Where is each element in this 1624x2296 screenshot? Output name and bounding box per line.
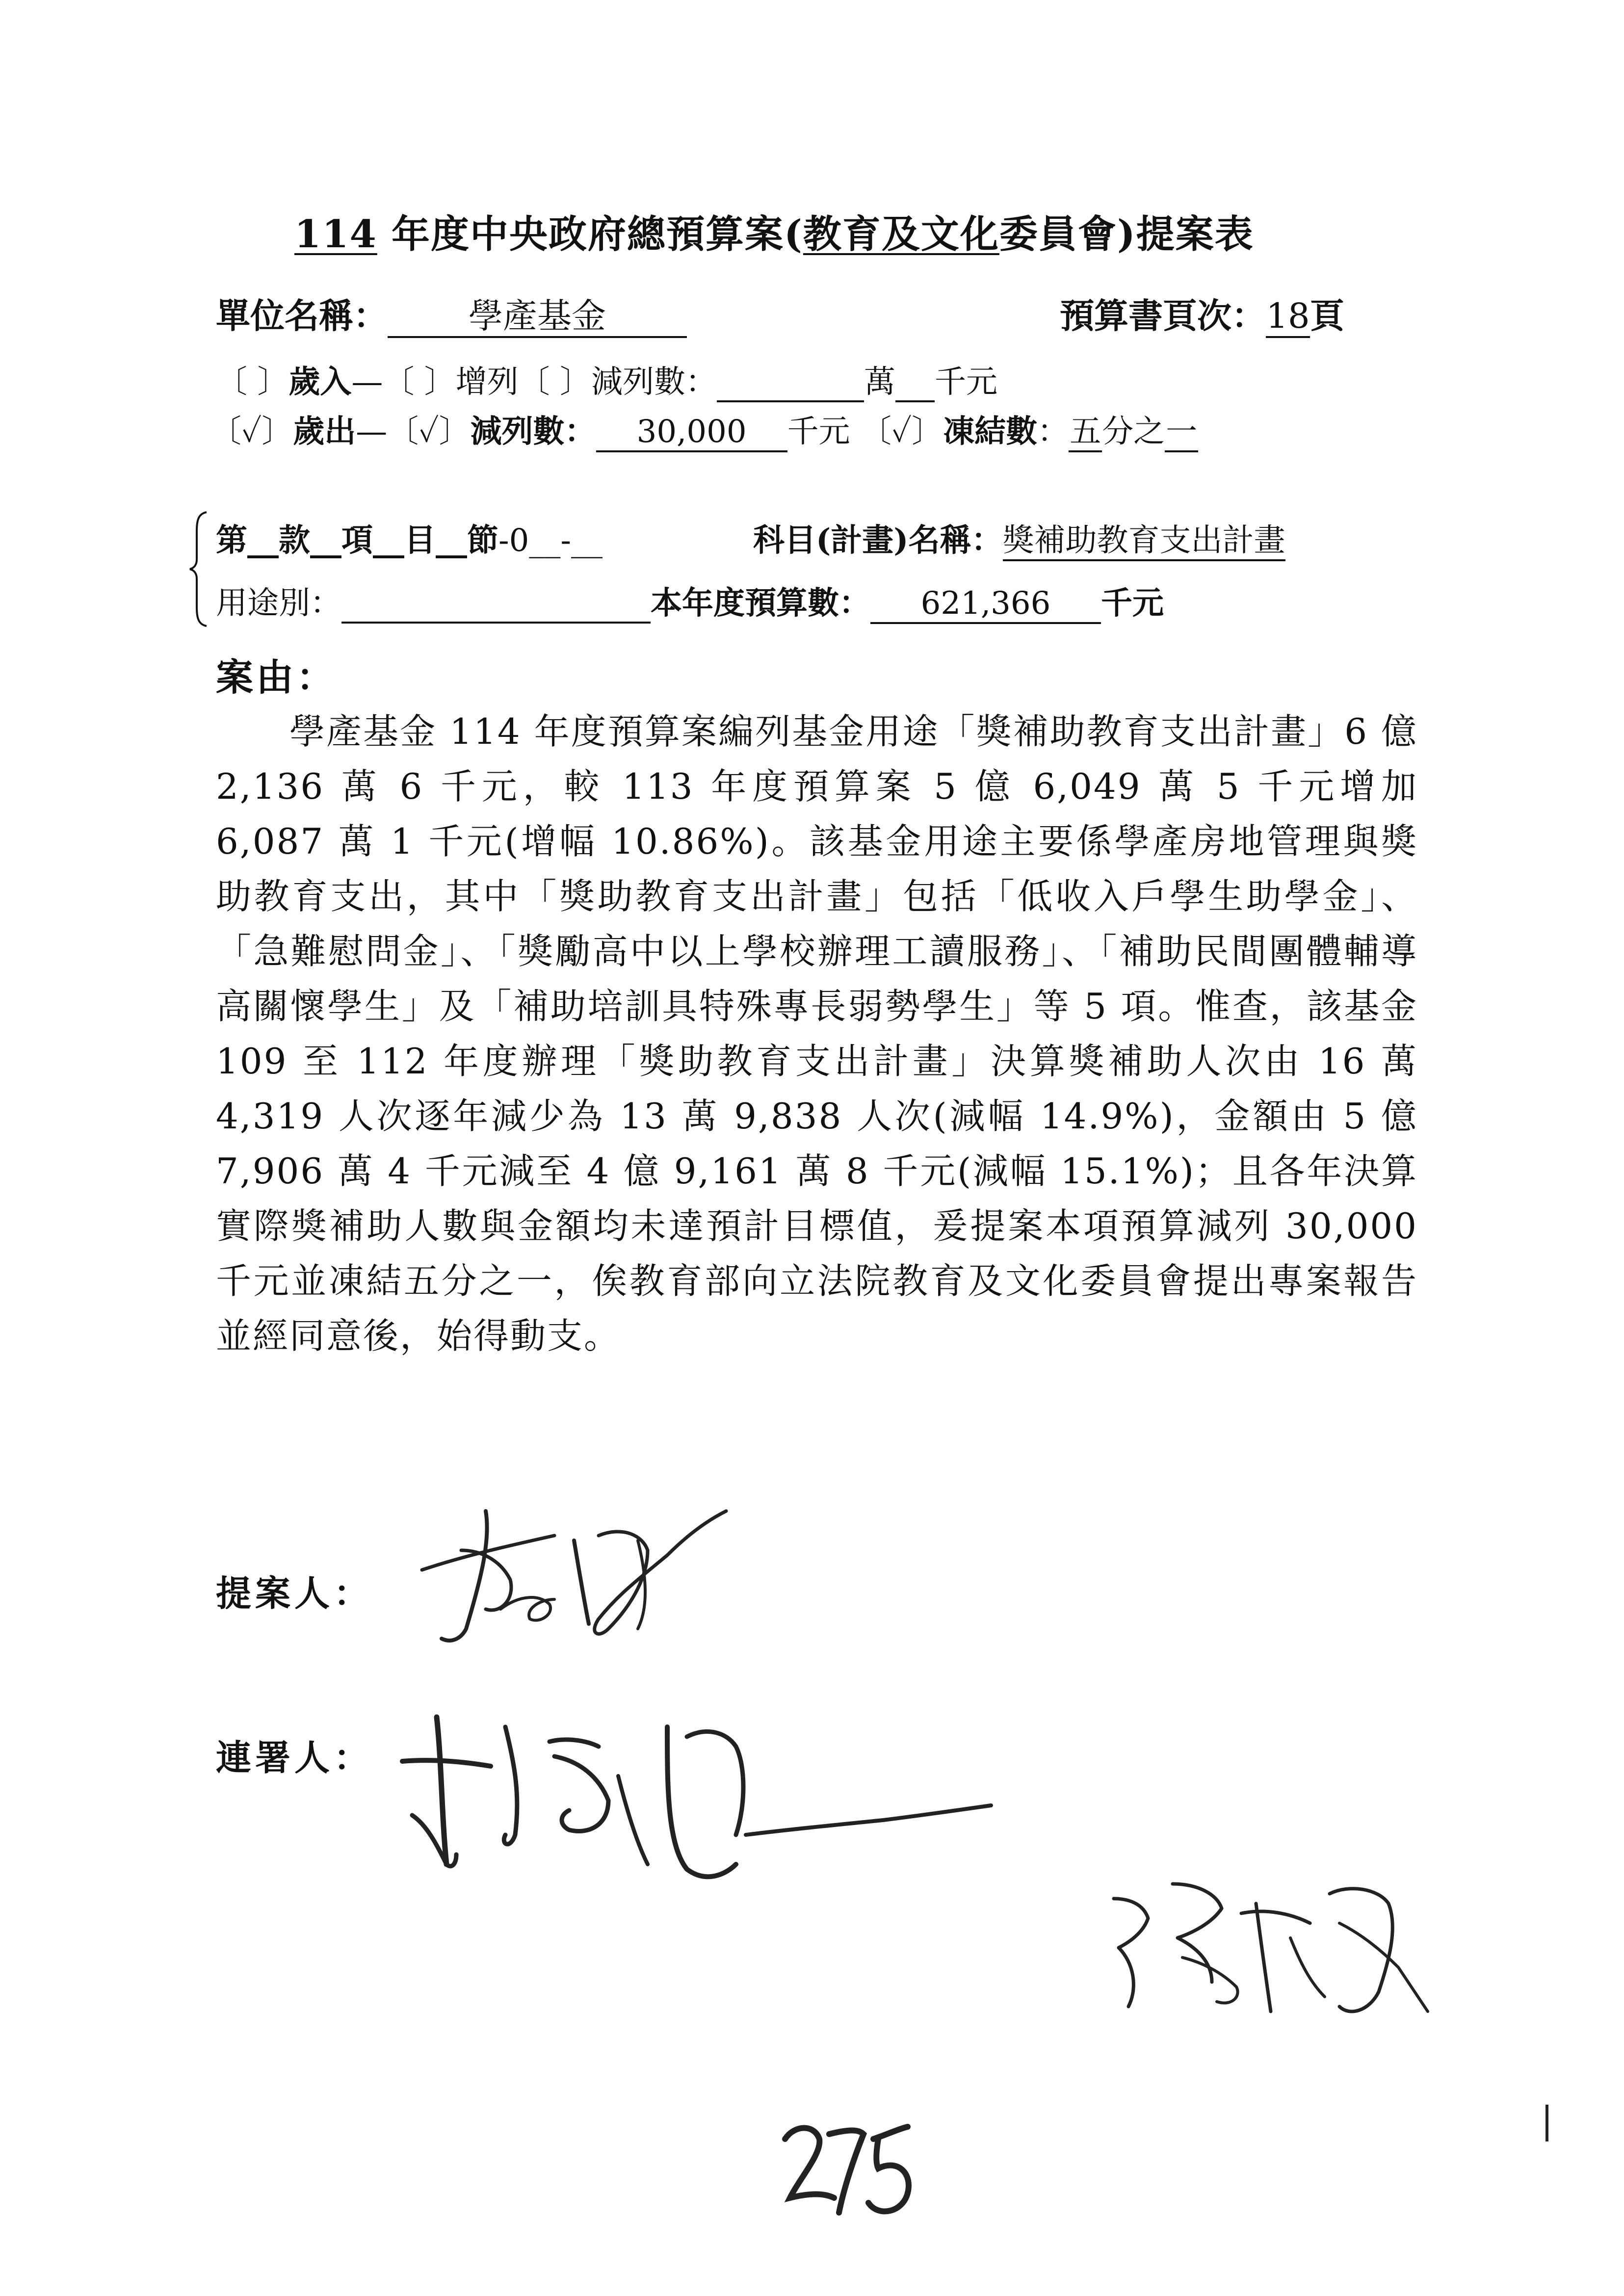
brace-decoration [189, 510, 209, 628]
scan-mark [1545, 2105, 1548, 2141]
expenditure-cut-label: 減列數： [470, 413, 596, 450]
budget-unit: 千元 [1101, 585, 1164, 622]
reason-label: 案由： [216, 655, 337, 699]
cosigner-signature-1 [393, 1688, 1011, 1913]
revenue-row [216, 357, 997, 402]
freeze-colon: ： [1037, 414, 1069, 450]
jie-value: -0__-__ [498, 522, 602, 559]
freeze-label: 凍結數 [943, 413, 1038, 450]
expenditure-cut-value: 30,000 [596, 416, 787, 452]
title-year: 114 [294, 212, 377, 257]
freeze-checkbox: 〔✓〕 [860, 414, 943, 450]
revenue-qian-blank [895, 364, 935, 402]
revenue-qian: 千元 [935, 364, 998, 400]
title-mid: 年度中央政府總預算案( [377, 212, 803, 257]
cosigner-signature-2 [1094, 1864, 1438, 2031]
page-ref-label: 預算書頁次： [1060, 295, 1266, 336]
expenditure-label: 歲出 [293, 413, 356, 450]
kuan-label: 第__款__項__目__節 [216, 522, 498, 559]
unit-label: 單位名稱： [216, 295, 388, 336]
usage-blank [341, 585, 651, 624]
kuan-row [216, 515, 602, 560]
page-ref-value: 18 [1266, 299, 1310, 338]
title-committee: 教育及文化 [803, 212, 999, 257]
freeze-value-a: 五 [1069, 416, 1102, 452]
expenditure-checkbox: 〔✓〕 [210, 414, 293, 450]
freeze-value-b: 分之 [1102, 414, 1165, 450]
revenue-options: —〔 〕增列〔 〕減列數： [351, 364, 717, 400]
proposer-label: 提案人： [216, 1572, 373, 1614]
unit-row [216, 288, 687, 338]
expenditure-unit: 千元 [787, 414, 850, 450]
expenditure-cut-checkbox: —〔✓〕 [356, 414, 471, 450]
page-number-handwriting [780, 2105, 917, 2222]
subject-label: 科目(計畫)名稱： [753, 522, 1003, 559]
page-title [294, 204, 1254, 259]
cosigner-label: 連署人： [216, 1737, 373, 1778]
page-ref-row [1060, 288, 1344, 338]
page-ref-unit: 頁 [1310, 295, 1344, 336]
subject-value: 獎補助教育支出計畫 [1003, 525, 1285, 561]
subject-row [753, 515, 1285, 561]
usage-label: 用途別： [216, 585, 341, 622]
revenue-wan: 萬 [864, 364, 896, 400]
expenditure-row [210, 406, 1198, 452]
budget-label: 本年度預算數： [651, 585, 870, 622]
reason-text: 學產基金 114 年度預算案編列基金用途「獎補助教育支出計畫」6 億 2,136 萬 6 千元，較 113 年度預算案 5 億 6,049 萬 5 千元增加 6,087 萬 1 千元(增幅 10.86%)。該基金用途主要係學產房地管理與獎助教育支出，其中「獎助教育支出計畫」包括「低收入戶學生助學金」、「急難慰問金」、「獎勵高中以上學校辦理工讀服務」、「補助民間團體輔導高關懷學生」及「補助培訓具特殊專長弱勢學生」等 5 項。惟查，該基金 109 至 112 年度辦理「獎助教育支出計畫」決算獎補助人次由 16 萬 4,319 人次逐年減少為 13 萬 9,838 人次(減幅 14.9%)，金額由 5 億 7,906 萬 4 千元減至 4 億 9,161 萬 8 千元(減幅 15.1%)；且各年決算實際獎補助人數與金額均未達預計目標值，爰提案本項預算減列 30,000 千元並凍結五分之一，俟教育部向立法院教育及文化委員會提出專案報告並經同意後，始得動支。 [216, 711, 1418, 1357]
budget-value: 621,366 [870, 588, 1101, 624]
proposer-signature [393, 1482, 746, 1668]
title-end: 委員會)提案表 [999, 212, 1254, 257]
usage-row [216, 578, 1164, 624]
revenue-wan-blank [717, 364, 864, 402]
revenue-label: 歲入 [288, 364, 352, 400]
unit-value: 學產基金 [388, 299, 687, 338]
freeze-value-c: 一 [1165, 416, 1198, 452]
revenue-checkbox: 〔 〕 [216, 364, 289, 400]
page-number [780, 2105, 917, 2222]
